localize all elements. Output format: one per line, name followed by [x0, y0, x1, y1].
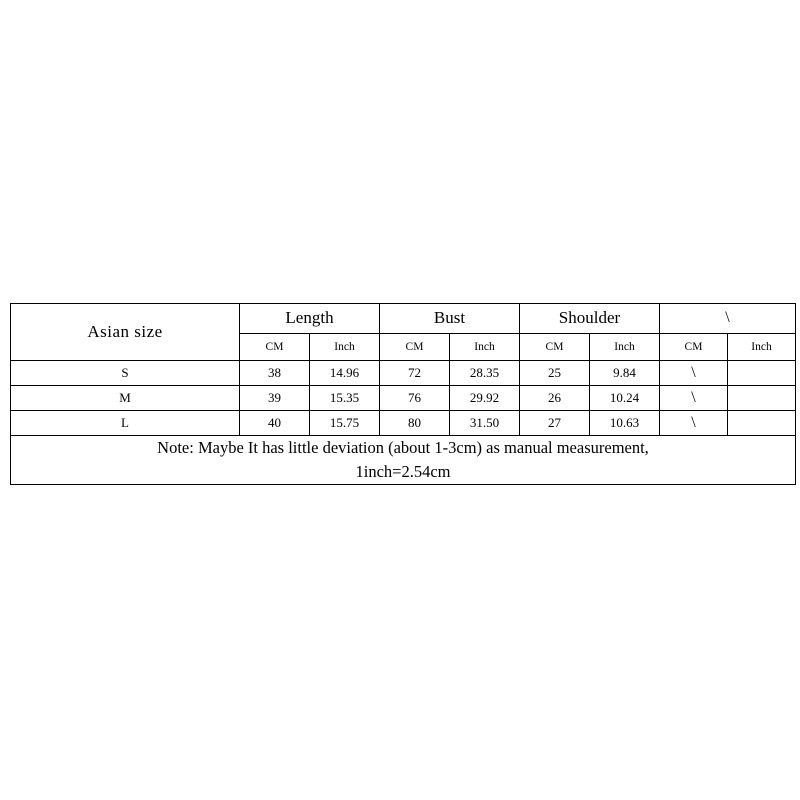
table-header-row-groups: [11, 304, 796, 334]
cell-s-blank-cm: \: [660, 361, 728, 386]
unit-header-shoulder-cm: CM: [520, 333, 590, 360]
note-line-2: 1inch=2.54cm: [355, 461, 451, 481]
unit-header-shoulder-inch: Inch: [590, 333, 660, 360]
asian-size-header: Asian size: [11, 304, 240, 361]
size-chart-table: [10, 303, 796, 485]
cell-m-length-cm: 39: [240, 386, 310, 411]
measurement-note: [11, 436, 796, 485]
cell-m-length-inch: 15.35: [310, 386, 380, 411]
cell-l-bust-inch: 31.50: [450, 411, 520, 436]
size-chart-container: [10, 303, 790, 485]
cell-l-length-cm: 40: [240, 411, 310, 436]
unit-header-blank-cm: CM: [660, 333, 728, 360]
cell-l-shoulder-inch: 10.63: [590, 411, 660, 436]
cell-l-blank-cm: \: [660, 411, 728, 436]
size-label-m: M: [11, 386, 240, 411]
cell-s-length-inch: 14.96: [310, 361, 380, 386]
unit-header-bust-inch: Inch: [450, 333, 520, 360]
group-header-blank: \: [660, 304, 796, 334]
cell-m-blank-inch: [728, 386, 796, 411]
unit-header-bust-cm: CM: [380, 333, 450, 360]
cell-s-shoulder-inch: 9.84: [590, 361, 660, 386]
unit-header-length-inch: Inch: [310, 333, 380, 360]
table-row: [11, 411, 796, 436]
cell-l-blank-inch: [728, 411, 796, 436]
cell-m-shoulder-inch: 10.24: [590, 386, 660, 411]
unit-header-blank-inch: Inch: [728, 333, 796, 360]
table-row: [11, 386, 796, 411]
note-line-1: Note: Maybe It has little deviation (about 1-3cm) as manual measurement,: [157, 438, 649, 457]
table-row: [11, 361, 796, 386]
cell-s-length-cm: 38: [240, 361, 310, 386]
cell-s-shoulder-cm: 25: [520, 361, 590, 386]
cell-s-bust-inch: 28.35: [450, 361, 520, 386]
cell-m-blank-cm: \: [660, 386, 728, 411]
table-note-row: [11, 436, 796, 485]
cell-s-bust-cm: 72: [380, 361, 450, 386]
cell-l-shoulder-cm: 27: [520, 411, 590, 436]
size-label-l: L: [11, 411, 240, 436]
size-label-s: S: [11, 361, 240, 386]
group-header-shoulder: Shoulder: [520, 304, 660, 334]
unit-header-length-cm: CM: [240, 333, 310, 360]
cell-l-length-inch: 15.75: [310, 411, 380, 436]
group-header-length: Length: [240, 304, 380, 334]
cell-s-blank-inch: [728, 361, 796, 386]
cell-m-bust-inch: 29.92: [450, 386, 520, 411]
cell-l-bust-cm: 80: [380, 411, 450, 436]
group-header-bust: Bust: [380, 304, 520, 334]
cell-m-shoulder-cm: 26: [520, 386, 590, 411]
cell-m-bust-cm: 76: [380, 386, 450, 411]
